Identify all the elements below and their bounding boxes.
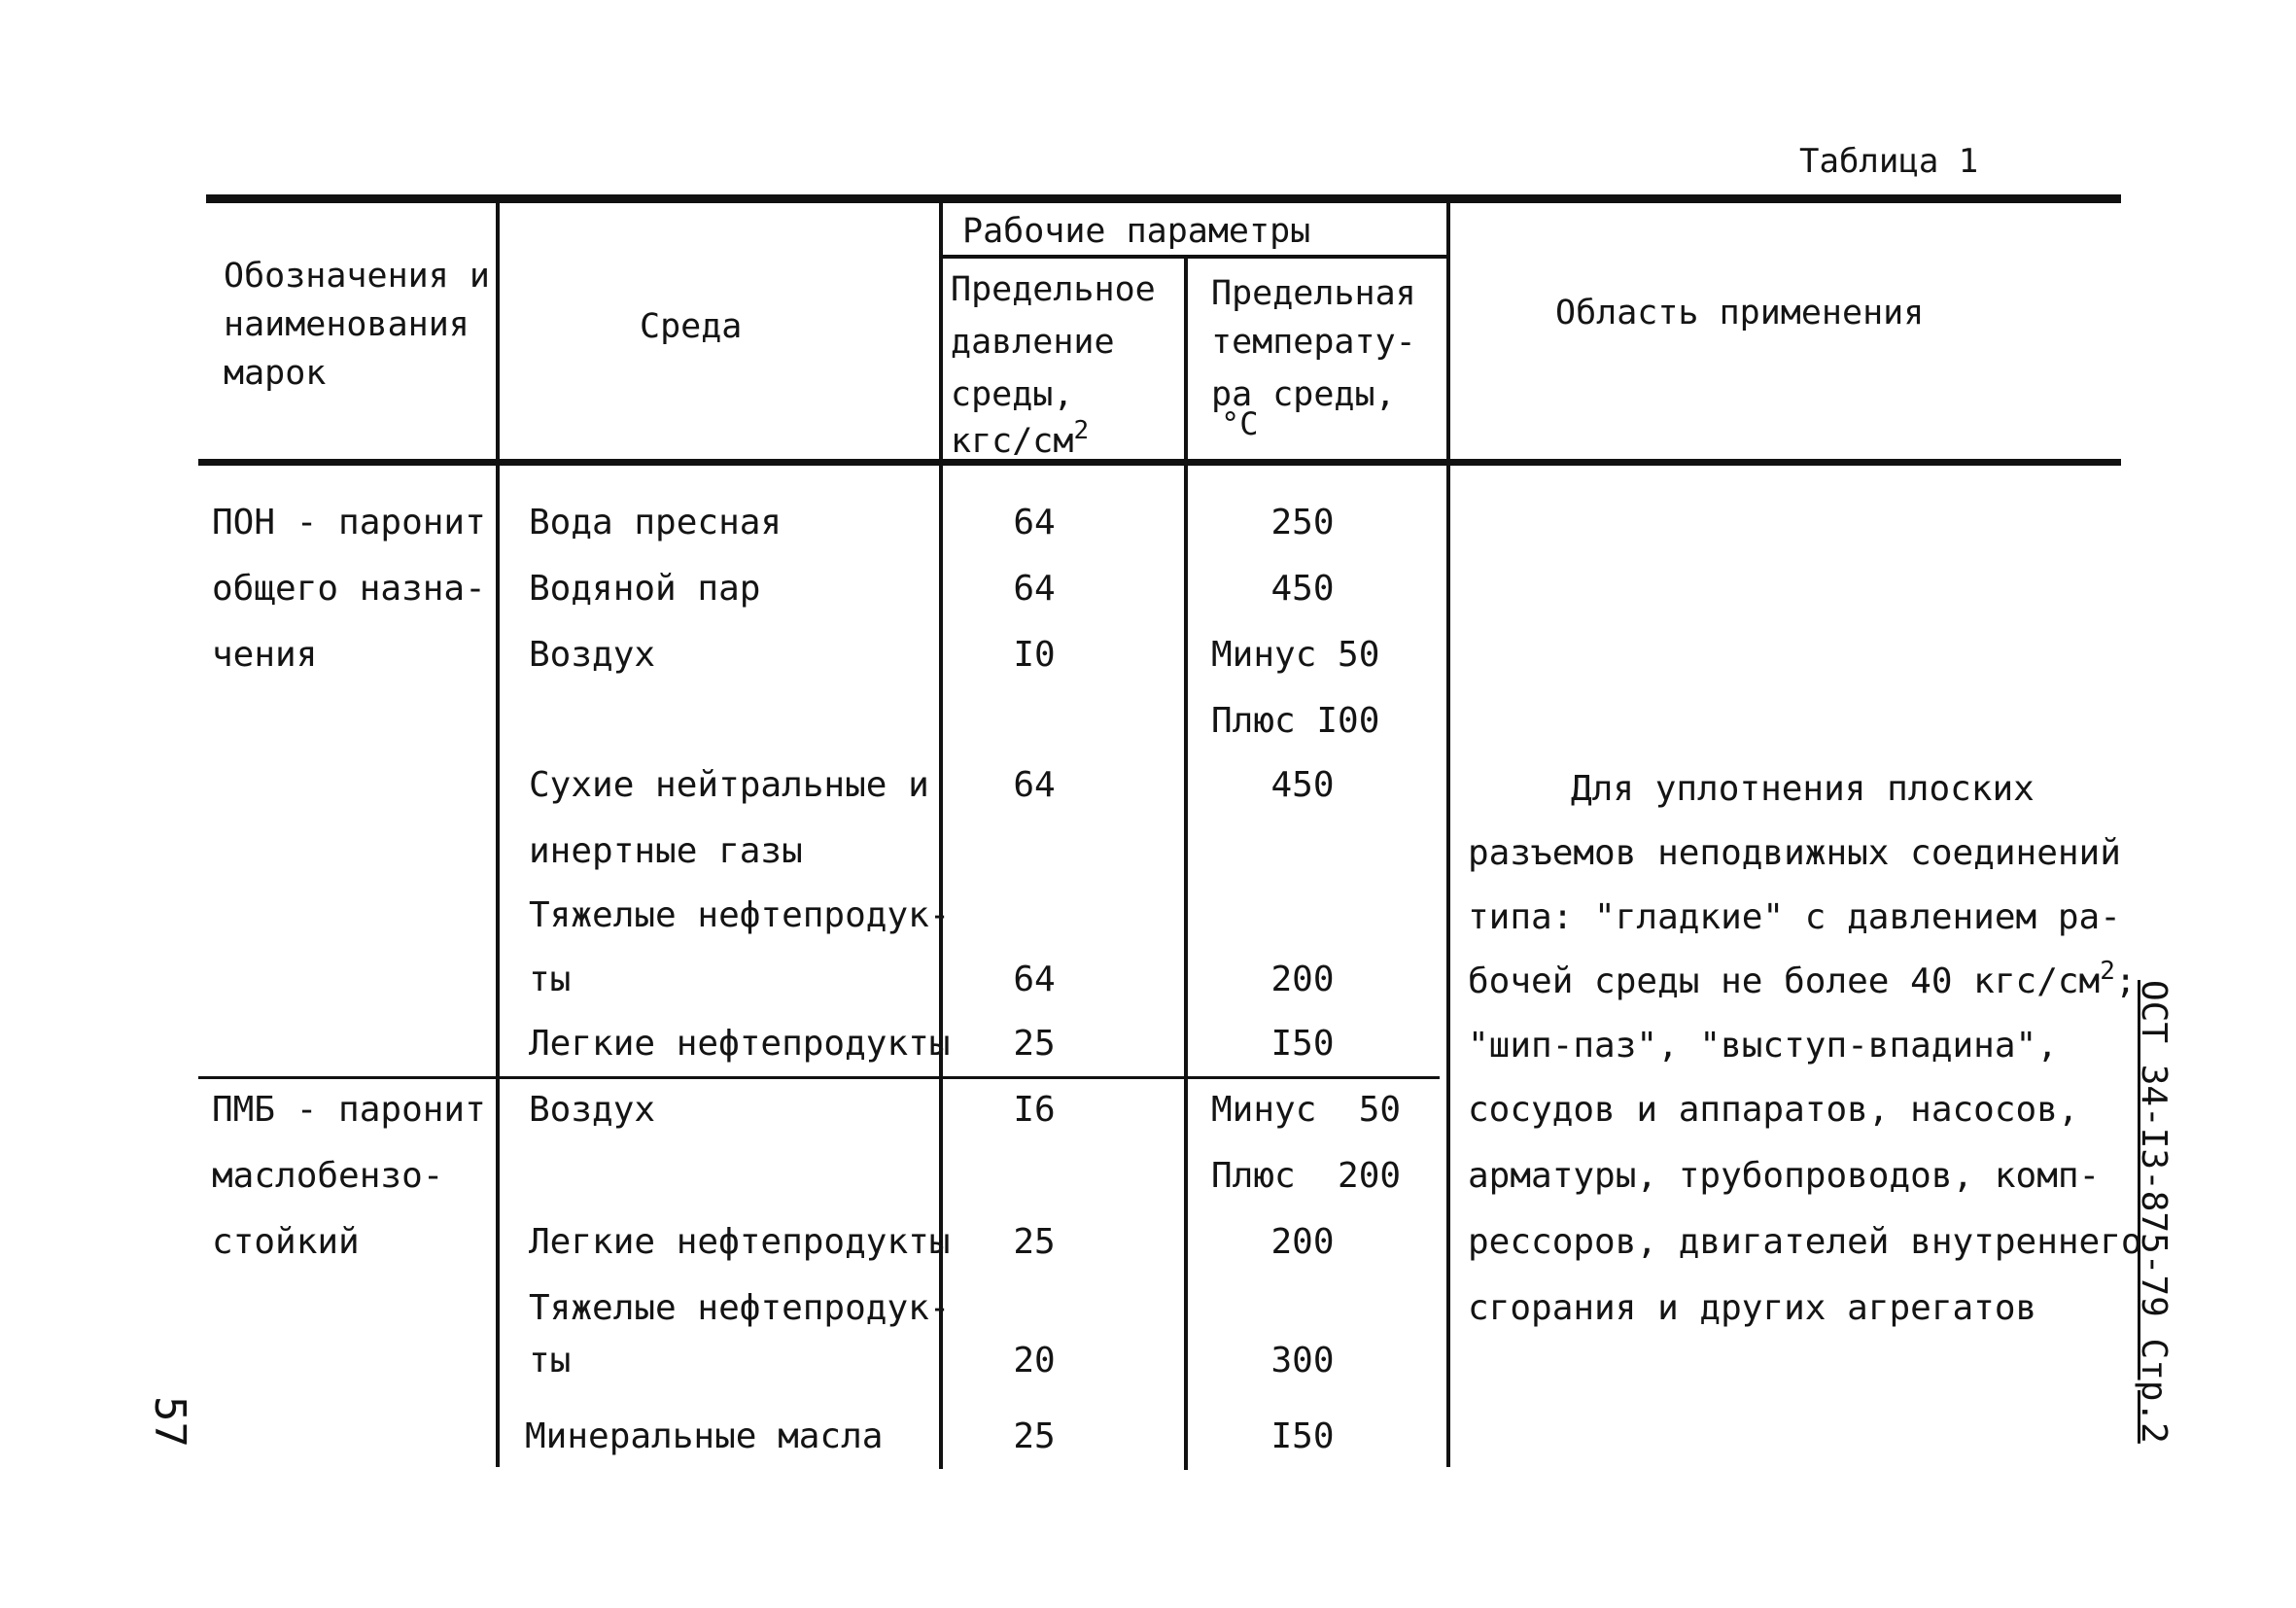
header-temp-line-2: температу-	[1211, 323, 1416, 362]
application-line-3: типа: "гладкие" с давлением ра-	[1468, 897, 2121, 937]
temp-cell: 300	[1270, 1341, 1335, 1381]
group2-mark-line-1: ПМБ - паронит	[212, 1090, 486, 1130]
pressure-cell: I6	[1013, 1090, 1056, 1130]
header-pressure-line-2: давление	[951, 323, 1115, 362]
header-mark-line-1: Обозначения и	[224, 257, 490, 296]
header-mark-line-2: наименования	[224, 305, 470, 344]
header-params-group: Рабочие параметры	[962, 212, 1311, 251]
medium-cell: Вода пресная	[529, 503, 783, 542]
page-number: 57	[145, 1396, 194, 1448]
header-temp-line-3: ра среды,	[1211, 375, 1396, 414]
header-pressure-sup: 2	[1073, 416, 1090, 445]
application-line-2: разъемов неподвижных соединений	[1468, 833, 2121, 873]
application-line-4-text: бочей среды не более 40 кгс/см	[1468, 961, 2101, 1001]
medium-cell: ты	[529, 1341, 572, 1381]
col-divider-2	[939, 203, 943, 1469]
application-line-9: сгорания и других агрегатов	[1468, 1288, 2037, 1328]
header-medium: Среда	[640, 307, 743, 346]
medium-cell: Тяжелые нефтепродук-	[529, 895, 951, 935]
header-pressure-line-1: Предельное	[951, 270, 1156, 309]
application-sup: 2	[2100, 957, 2115, 986]
medium-cell: Легкие нефтепродукты	[529, 1024, 951, 1064]
temp-cell: I50	[1270, 1024, 1335, 1064]
temp-cell: 450	[1270, 569, 1335, 609]
col-divider-4	[1446, 203, 1450, 1467]
application-sup-tail: ;	[2114, 961, 2137, 1001]
group2-mark-line-3: стойкий	[212, 1222, 360, 1262]
group-divider-rule	[198, 1076, 1440, 1079]
medium-cell: Тяжелые нефтепродук-	[529, 1288, 951, 1328]
temp-cell: Минус 50	[1211, 635, 1380, 675]
pressure-cell: 25	[1013, 1024, 1056, 1064]
temp-cell: 450	[1270, 765, 1335, 805]
medium-cell: Воздух	[529, 1090, 656, 1130]
temp-cell: 250	[1270, 503, 1335, 542]
temp-cell: I50	[1270, 1416, 1335, 1456]
temp-cell: 200	[1270, 1222, 1335, 1262]
medium-cell: Сухие нейтральные и	[529, 765, 929, 805]
pressure-cell: 20	[1013, 1341, 1056, 1381]
pressure-cell: 25	[1013, 1222, 1056, 1262]
top-rule	[206, 194, 2121, 203]
temp-cell: Плюс 200	[1211, 1156, 1402, 1196]
group1-mark-line-2: общего назна-	[212, 569, 486, 609]
header-mark-line-3: марок	[224, 354, 327, 393]
pressure-cell: 64	[1013, 503, 1056, 542]
application-line-8: рессоров, двигателей внутреннего	[1468, 1222, 2142, 1262]
temp-cell: 200	[1270, 960, 1335, 999]
application-line-4	[1468, 957, 2137, 1001]
medium-cell: ты	[529, 960, 572, 999]
medium-cell: Воздух	[529, 635, 656, 675]
header-application: Область применения	[1555, 294, 1925, 332]
header-temp-line-1: Предельная	[1211, 274, 1416, 313]
header-pressure-line-3: среды,	[951, 375, 1074, 414]
header-bottom-rule	[198, 459, 2121, 466]
header-temp-unit: °С	[1221, 405, 1259, 442]
document-code: ОСТ 34-I3-875-79 Стр.2	[2134, 980, 2174, 1444]
medium-cell: инертные газы	[529, 831, 803, 871]
pressure-cell: 64	[1013, 960, 1056, 999]
group2-mark-line-2: маслобензо-	[212, 1156, 444, 1196]
application-line-7: арматуры, трубопроводов, комп-	[1468, 1156, 2101, 1196]
table-caption: Таблица 1	[1799, 142, 1979, 181]
group1-mark-line-1: ПОН - паронит	[212, 503, 486, 542]
header-pressure-line-4	[951, 416, 1089, 467]
medium-cell: Водяной пар	[529, 569, 761, 609]
medium-cell: Легкие нефтепродукты	[529, 1222, 951, 1262]
pressure-cell: 25	[1013, 1416, 1056, 1456]
application-line-5: "шип-паз", "выступ-впадина",	[1468, 1026, 2058, 1066]
pressure-cell: 64	[1013, 569, 1056, 609]
application-line-6: сосудов и аппаратов, насосов,	[1468, 1090, 2079, 1130]
pressure-cell: 64	[1013, 765, 1056, 805]
temp-cell: Плюс I00	[1211, 701, 1380, 741]
col-divider-1	[496, 203, 500, 1467]
application-line-1: Для уплотнения плоских	[1571, 769, 2035, 809]
header-pressure-unit: кгс/см	[951, 422, 1074, 461]
medium-cell: Минеральные масла	[525, 1416, 884, 1456]
col-divider-3	[1184, 257, 1188, 1470]
pressure-cell: I0	[1013, 635, 1056, 675]
temp-cell: Минус 50	[1211, 1090, 1402, 1130]
group1-mark-line-3: чения	[212, 635, 318, 675]
